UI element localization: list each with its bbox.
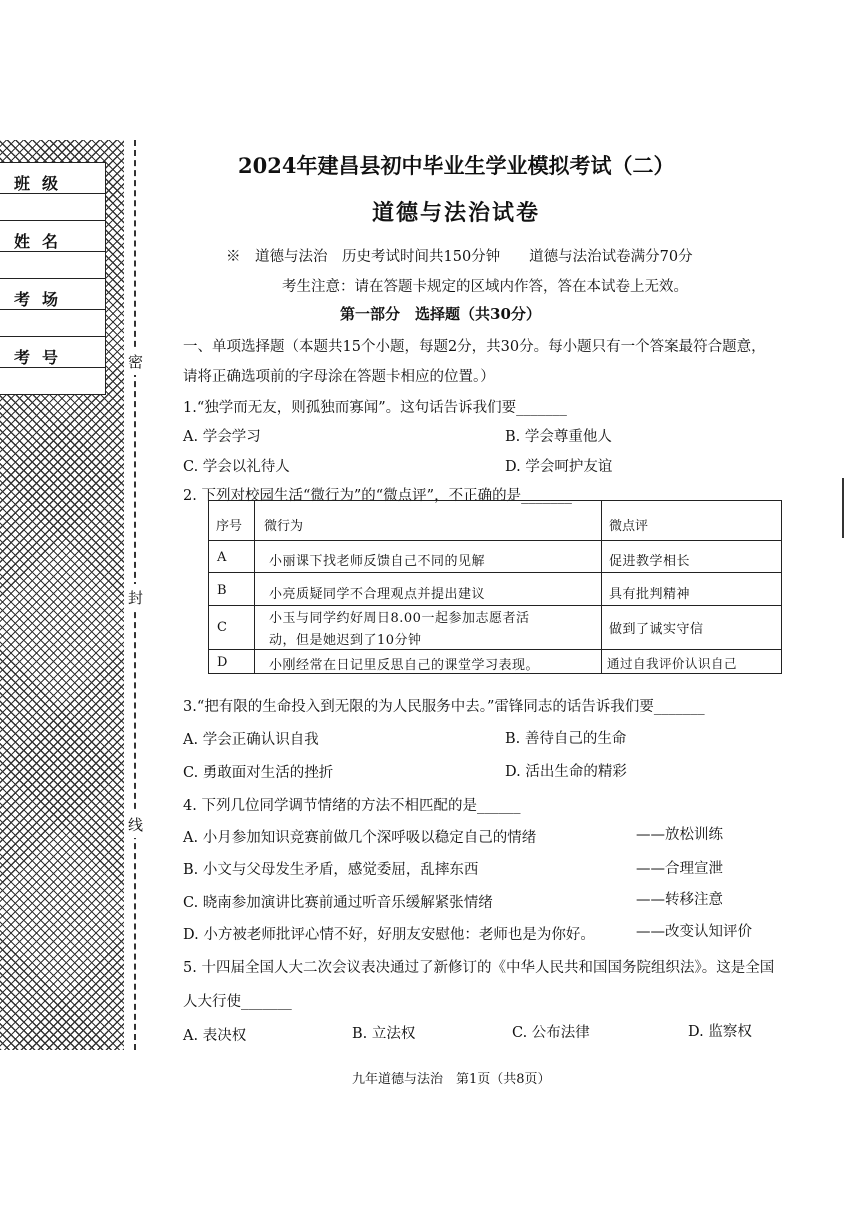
table-row-b-id: B [217,583,227,598]
section-instruction-line1: 一、单项选择题（本题共15个小题，每题2分，共30分。每小题只有一个答案最符合题意， [183,339,766,355]
table-row-c-id: C [217,620,227,635]
seal-char-mi: 密 [128,348,143,375]
info-blank-exam-room[interactable] [0,309,105,336]
q4-option-a-method: ——放松训练 [636,827,723,843]
exam-instruction-note: 考生注意：请在答题卡规定的区域内作答，答在本试卷上无效。 [282,279,688,295]
info-label-class: 班级 [14,174,71,193]
info-blank-name[interactable] [0,251,105,278]
q5-option-a: A. 表决权 [183,1028,247,1044]
table-row-c-behavior-line2: 动，但是她迟到了10分钟 [269,633,422,648]
info-blank-exam-number[interactable] [0,367,105,394]
info-label-exam-room: 考场 [14,290,71,309]
table-row-a-behavior: 小丽课下找老师反馈自己不同的见解 [269,554,486,569]
table-row-d-id: D [217,655,228,670]
q3-stem: 3.“把有限的生命投入到无限的为人民服务中去。”雷锋同志的话告诉我们要_______ [183,699,705,715]
q1-option-a: A. 学会学习 [183,429,261,445]
q3-option-d: D. 活出生命的精彩 [505,764,627,780]
q5-option-b: B. 立法权 [352,1026,416,1042]
q2-stem: 2. 下列对校园生活“微行为”的“微点评”，不正确的是_______ [183,488,572,504]
q4-option-d: D. 小方被老师批评心情不好，好朋友安慰他：老师也是为你好。 [183,927,595,943]
page-footer: 九年道德与法治 第1页（共8页） [352,1072,551,1087]
q1-stem: 1.“独学而无友，则孤独而寡闻”。这句话告诉我们要_______ [183,400,567,416]
exam-subtitle: 道德与法治试卷 [372,200,541,226]
table-row-divider [209,572,781,573]
table-row-b-behavior: 小亮质疑同学不合理观点并提出建议 [269,587,486,602]
section-instruction-line2: 请将正确选项前的字母涂在答题卡相应的位置。） [183,369,495,385]
q1-option-c: C. 学会以礼待人 [183,459,290,475]
q4-option-c: C. 晓南参加演讲比赛前通过听音乐缓解紧张情绪 [183,895,493,911]
table-row-divider [209,540,781,541]
table-col-divider [601,501,602,673]
table-row-a-comment: 促进教学相长 [609,554,691,569]
table-row-divider [209,605,781,606]
page-edge-mark [842,478,844,538]
table-row-d-comment: 通过自我评价认识自己 [607,656,738,671]
info-row-name [0,221,106,279]
q1-option-b: B. 学会尊重他人 [505,429,612,445]
info-row-class [0,163,106,221]
q5-stem-line1: 5. 十四届全国人大二次会议表决通过了新修订的《中华人民共和国国务院组织法》。这是全国 [183,960,775,976]
q4-option-d-method: ——改变认知评价 [636,924,752,940]
q3-option-c: C. 勇敢面对生活的挫折 [183,765,334,781]
q5-option-c: C. 公布法律 [512,1025,590,1041]
exam-time-note: ※ 道德与法治 历史考试时间共150分钟 道德与法治试卷满分70分 [226,249,693,265]
info-row-exam-room [0,279,106,337]
table-row-c-behavior-line1: 小玉与同学约好周日8.00一起参加志愿者活 [269,611,530,626]
q5-option-d: D. 监察权 [688,1024,752,1040]
seal-char-feng: 封 [128,584,143,611]
q4-option-b-method: ——合理宣泄 [636,861,723,877]
q4-option-a: A. 小月参加知识竞赛前做几个深呼吸以稳定自己的情绪 [183,830,537,846]
student-info-table [0,162,106,395]
table-row-b-comment: 具有批判精神 [609,587,691,602]
info-blank-class[interactable] [0,193,105,220]
q1-option-d: D. 学会呵护友谊 [505,459,613,475]
part-one-title: 第一部分 选择题（共30分） [340,305,541,323]
table-header-id: 序号 [216,519,243,534]
exam-title: 2024年建昌县初中毕业生学业模拟考试（二） [238,153,675,178]
table-col-divider [254,501,255,673]
q2-table [208,500,782,674]
table-header-behavior: 微行为 [264,519,304,534]
q3-option-a: A. 学会正确认识自我 [183,732,319,748]
table-row-a-id: A [217,550,227,565]
info-label-name: 姓名 [14,232,71,251]
info-row-exam-number [0,337,106,395]
q4-stem: 4. 下列几位同学调节情绪的方法不相匹配的是______ [183,798,521,814]
q4-option-b: B. 小文与父母发生矛盾，感觉委屈，乱摔东西 [183,862,479,878]
q4-option-c-method: ——转移注意 [636,892,723,908]
table-header-comment: 微点评 [609,519,649,534]
q5-stem-line2: 人大行使_______ [183,994,292,1010]
seal-char-xian: 线 [128,811,143,838]
table-row-d-behavior: 小刚经常在日记里反思自己的课堂学习表现。 [269,658,540,673]
table-row-divider [209,649,781,650]
q3-option-b: B. 善待自己的生命 [505,731,627,747]
table-row-c-comment: 做到了诚实守信 [609,622,704,637]
info-label-exam-number: 考号 [14,348,71,367]
